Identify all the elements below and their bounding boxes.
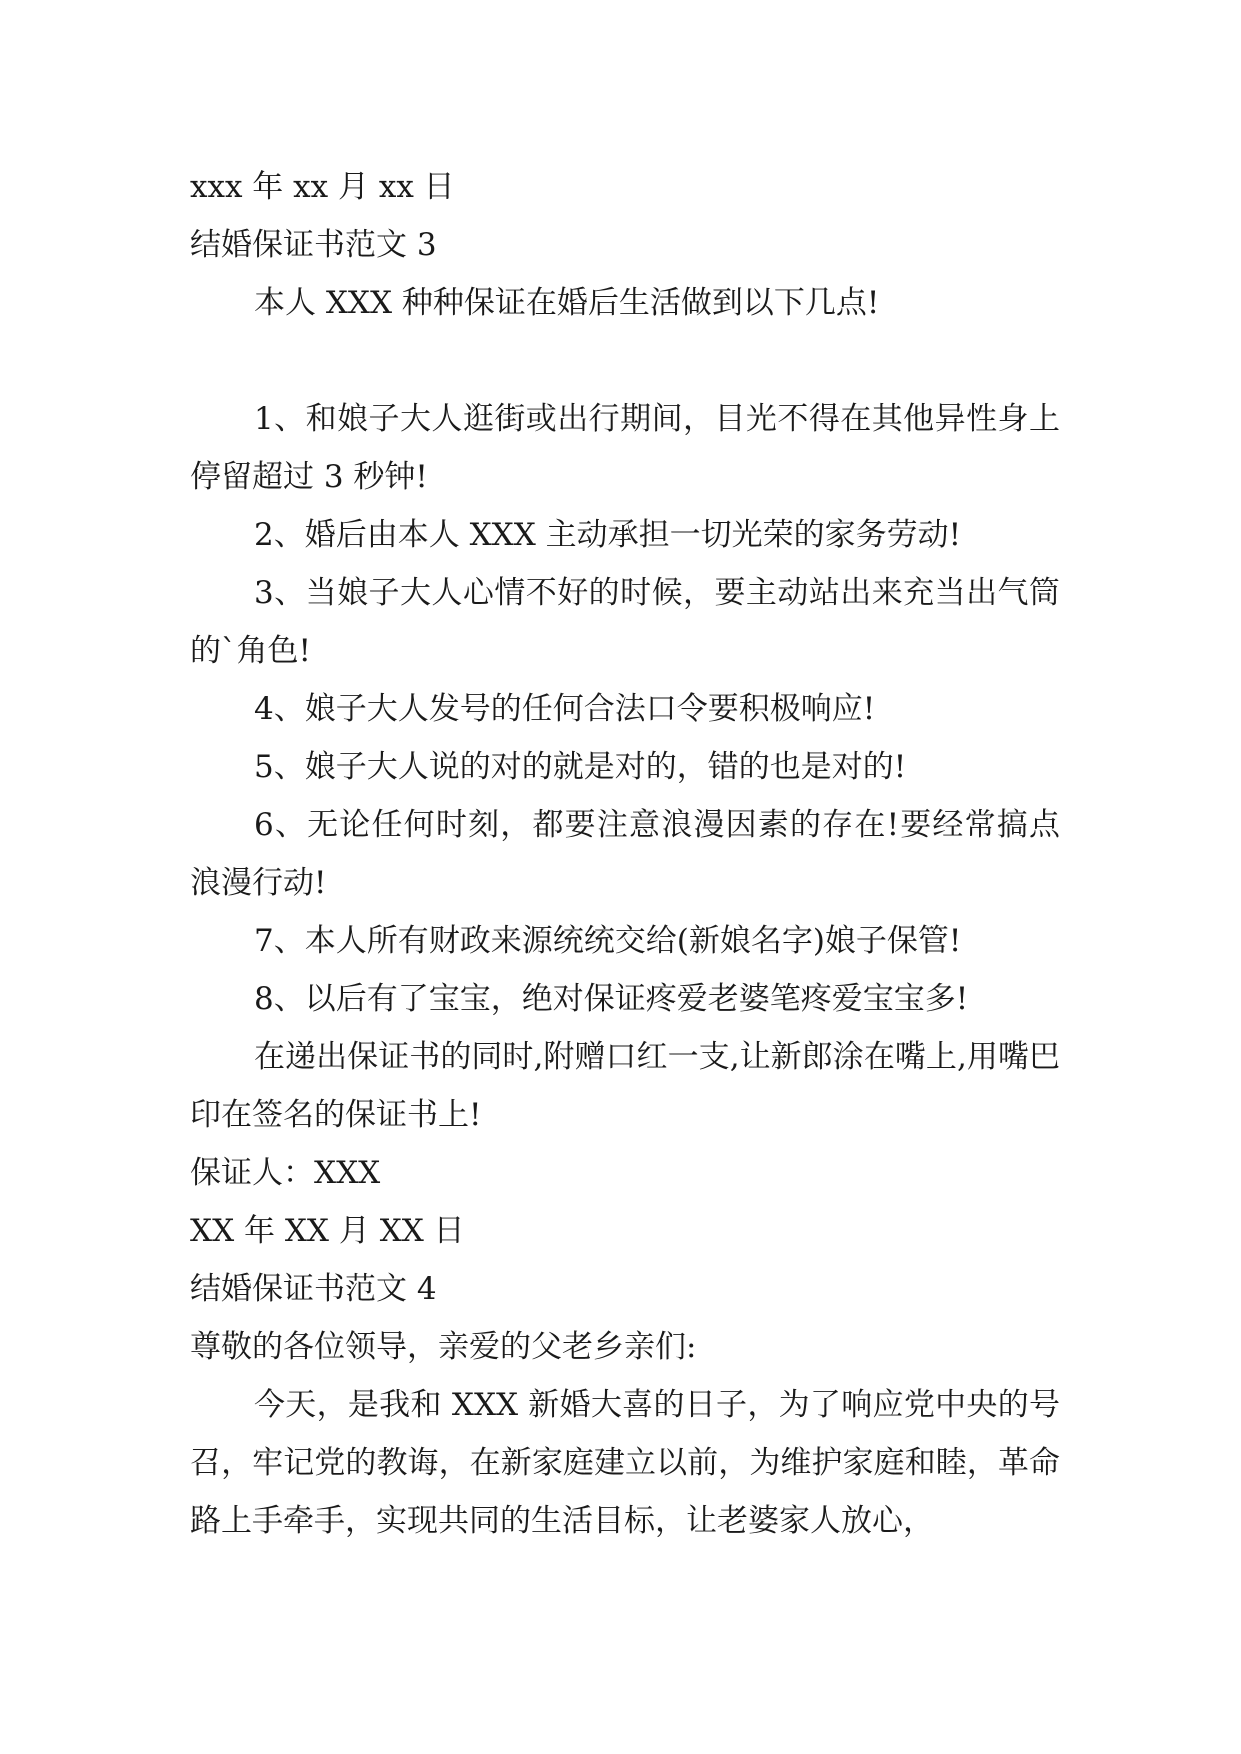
pledge-item-4: 4、娘子大人发号的任何合法口令要积极响应!: [254, 691, 876, 727]
salutation: 尊敬的各位领导，亲爱的父老乡亲们:: [190, 1329, 697, 1365]
intro-paragraph: 本人 XXX 种种保证在婚后生活做到以下几点!: [254, 285, 880, 321]
body-paragraph-4: 今天，是我和 XXX 新婚大喜的日子，为了响应党中央的号召，牢记党的教诲，在新家庭建立以前，为维护家庭和睦，革命路上手牵手，实现共同的生活目标，让老婆家人放心，: [190, 1387, 1060, 1539]
pledge-item-5: 5、娘子大人说的对的就是对的，错的也是对的!: [254, 749, 907, 785]
pledge-item-7: 7、本人所有财政来源统统交给(新娘名字)娘子保管!: [254, 923, 962, 959]
blank-line: [190, 332, 1060, 390]
heading-sample-4: 结婚保证书范文 4: [190, 1271, 437, 1307]
pledge-item-6: 6、无论任何时刻，都要注意浪漫因素的存在!要经常搞点浪漫行动!: [190, 807, 1060, 901]
pledge-item-8: 8、以后有了宝宝，绝对保证疼爱老婆笔疼爱宝宝多!: [254, 981, 969, 1017]
pledge-item-3: 3、当娘子大人心情不好的时候，要主动站出来充当出气筒的`角色!: [190, 575, 1060, 669]
pledge-item-2: 2、婚后由本人 XXX 主动承担一切光荣的家务劳动!: [254, 517, 962, 553]
closing-paragraph: 在递出保证书的同时,附赠口红一支,让新郎涂在嘴上,用嘴巴印在签名的保证书上!: [190, 1039, 1060, 1133]
signature-date: XX 年 XX 月 XX 日: [190, 1213, 465, 1249]
pledge-item-1: 1、和娘子大人逛街或出行期间，目光不得在其他异性身上停留超过 3 秒钟!: [190, 401, 1060, 495]
heading-sample-3: 结婚保证书范文 3: [190, 227, 437, 263]
date-line: xxx 年 xx 月 xx 日: [190, 169, 455, 205]
document-body: [190, 158, 1060, 1550]
guarantor-line: 保证人：XXX: [190, 1155, 381, 1191]
